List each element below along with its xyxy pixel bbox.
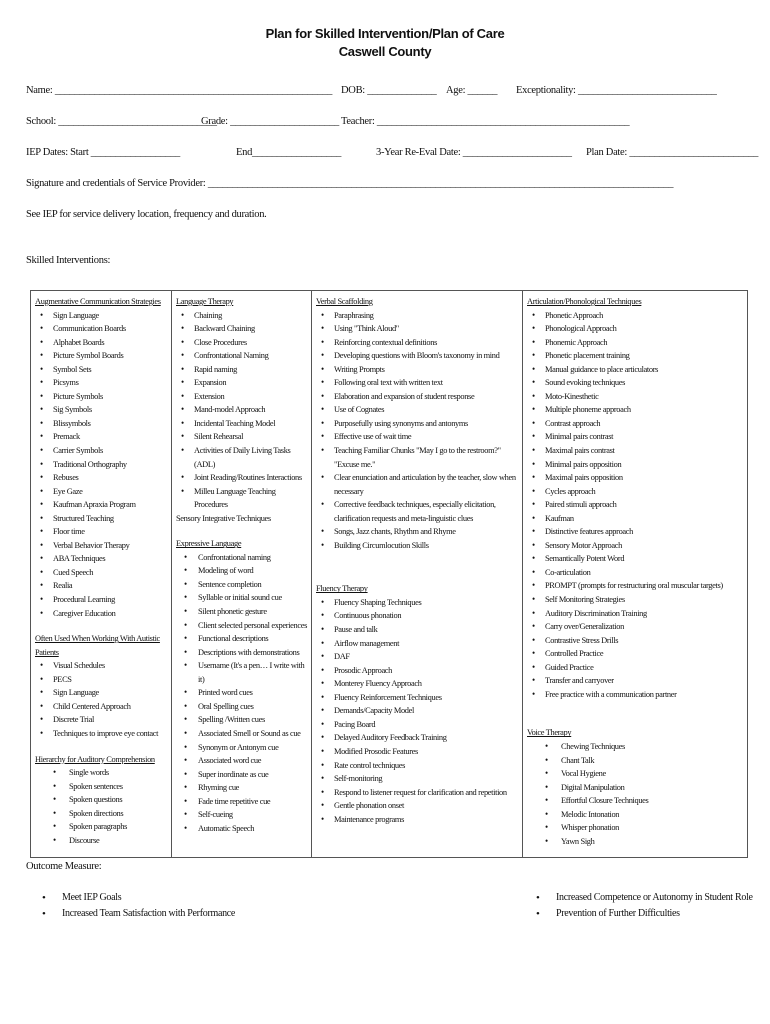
list-item: • Maximal pairs contrast (527, 444, 744, 458)
school-field[interactable]: School: ________________________________ (26, 116, 217, 127)
list-item: • Modeling of word (176, 564, 308, 578)
list-item: • Pause and talk (316, 623, 519, 637)
list-item: • Self-monitoring (316, 772, 519, 786)
interventions-grid (30, 290, 748, 858)
list-item: • Auditory Discrimination Training (527, 607, 744, 621)
list-item: • Manual guidance to place articulators (527, 363, 744, 377)
list-item: • Phonological Approach (527, 322, 744, 336)
list-item: • Increased Competence or Autonomy in Student Role (522, 890, 753, 906)
list-item: • Oral Spelling cues (176, 700, 308, 714)
list-item: • Silent Rehearsal (176, 430, 308, 444)
iep-start-field[interactable]: IEP Dates: Start __________________ (26, 147, 180, 158)
articulation-list (527, 309, 744, 702)
sensory-integrative-label: Sensory Integrative Techniques (176, 513, 271, 523)
list-item: • Floor time (35, 525, 168, 539)
list-item: • Backward Chaining (176, 322, 308, 336)
list-item: • Clear enunciation and articulation by the teacher, slow when necessary (316, 471, 519, 498)
list-item: • Monterey Fluency Approach (316, 677, 519, 691)
list-item: • Syllable or initial sound cue (176, 591, 308, 605)
list-item: • Semantically Potent Word (527, 552, 744, 566)
list-item: • Multiple phoneme approach (527, 403, 744, 417)
list-item: • Confrontational Naming (176, 349, 308, 363)
list-item: • Using "Think Aloud" (316, 322, 519, 336)
list-item: • Rapid naming (176, 363, 308, 377)
list-item: • Carrier Symbols (35, 444, 168, 458)
outcome-right-list (522, 890, 753, 922)
list-item: • Activities of Daily Living Tasks (ADL) (176, 444, 308, 471)
list-item: • Sig Symbols (35, 403, 168, 417)
list-item: • Client selected personal experiences (176, 619, 308, 633)
list-item: • Chewing Techniques (527, 740, 744, 754)
auditory-heading: Hierarchy for Auditory Comprehension (35, 754, 155, 764)
list-item: • Minimal pairs opposition (527, 458, 744, 472)
list-item: • Sign Language (35, 686, 168, 700)
list-item: • Guided Practice (527, 661, 744, 675)
list-item: • Rate control techniques (316, 759, 519, 773)
language-heading: Language Therapy (176, 297, 234, 306)
autistic-list (35, 659, 168, 740)
list-item: • Writing Prompts (316, 363, 519, 377)
list-item: • Songs, Jazz chants, Rhythm and Rhyme (316, 525, 519, 539)
list-item: • Discourse (35, 834, 168, 848)
list-item: • Modified Prosodic Features (316, 745, 519, 759)
list-item: • Automatic Speech (176, 822, 308, 836)
list-item: • Picture Symbol Boards (35, 349, 168, 363)
list-item: • Co-articulation (527, 566, 744, 580)
expressive-list (176, 551, 308, 835)
list-item: • Use of Cognates (316, 403, 519, 417)
signature-field[interactable]: Signature and credentials of Service Provider: ______________________________________________________________________________________________ (26, 178, 674, 189)
list-item: • Synonym or Antonym cue (176, 741, 308, 755)
list-item: • Cued Speech (35, 566, 168, 580)
list-item: • Self-cueing (176, 808, 308, 822)
list-item: • Username (It's a pen… I write with it) (176, 659, 308, 686)
list-item: • PECS (35, 673, 168, 687)
list-item: • Corrective feedback techniques, especially elicitation, clarification requests and meta-linguistic clues (316, 498, 519, 525)
list-item: • Developing questions with Bloom's taxonomy in mind (316, 349, 519, 363)
list-item: • Mand-model Approach (176, 403, 308, 417)
list-item: • Purposefully using synonyms and antonyms (316, 417, 519, 431)
aac-list (35, 309, 168, 621)
list-item: • Premack (35, 430, 168, 444)
list-item: • Increased Team Satisfaction with Performance (28, 906, 235, 922)
fluency-heading: Fluency Therapy (316, 584, 368, 594)
column-2 (172, 291, 312, 857)
outcome-label: Outcome Measure: (26, 861, 102, 872)
list-item: • Paraphrasing (316, 309, 519, 323)
list-item: • Functional descriptions (176, 632, 308, 646)
auditory-list (35, 766, 168, 847)
list-item: • Prevention of Further Difficulties (522, 906, 753, 922)
list-item: • Extension (176, 390, 308, 404)
articulation-heading: Articulation/Phonological Techniques (527, 297, 642, 306)
list-item: • Chant Talk (527, 754, 744, 768)
list-item: • Pacing Board (316, 718, 519, 732)
list-item: • Descriptions with demonstrations (176, 646, 308, 660)
list-item: • Rebuses (35, 471, 168, 485)
list-item: • Kaufman Apraxia Program (35, 498, 168, 512)
list-item: • Contrastive Stress Drills (527, 634, 744, 648)
iep-note: See IEP for service delivery location, frequency and duration. (26, 209, 267, 220)
list-item: • Expansion (176, 376, 308, 390)
list-item: • Discrete Trial (35, 713, 168, 727)
list-item: • Spelling /Written cues (176, 713, 308, 727)
plan-date-field[interactable]: Plan Date: __________________________ (586, 147, 759, 158)
age-field[interactable]: Age: ______ (446, 85, 498, 96)
list-item: • Printed word cues (176, 686, 308, 700)
list-item: • Kaufman (527, 512, 744, 526)
list-item: • Chaining (176, 309, 308, 323)
list-item: • Continuous phonation (316, 609, 519, 623)
list-item: • Maintenance programs (316, 813, 519, 827)
list-item: • Procedural Learning (35, 593, 168, 607)
autistic-heading: Often Used When Working With Autistic Patients (35, 634, 160, 657)
list-item: • Paired stimuli approach (527, 498, 744, 512)
list-item: • Following oral text with written text (316, 376, 519, 390)
column-1 (31, 291, 172, 857)
list-item: • Meet IEP Goals (28, 890, 235, 906)
list-item: • Fluency Shaping Techniques (316, 596, 519, 610)
list-item: • Self Monitoring Strategies (527, 593, 744, 607)
list-item: • Digital Manipulation (527, 781, 744, 795)
language-list (176, 309, 308, 512)
list-item: • Sound evoking techniques (527, 376, 744, 390)
list-item: • Structured Teaching (35, 512, 168, 526)
fluency-list (316, 596, 519, 826)
reeval-date-field[interactable]: 3-Year Re-Eval Date: ______________________ (376, 147, 572, 158)
page-subtitle: Caswell County (338, 44, 432, 59)
list-item: • Transfer and carryover (527, 674, 744, 688)
list-item: • Delayed Auditory Feedback Training (316, 731, 519, 745)
list-item: • Spoken paragraphs (35, 820, 168, 834)
list-item: • Fade time repetitive cue (176, 795, 308, 809)
list-item: • Cycles approach (527, 485, 744, 499)
list-item: • Building Circumlocution Skills (316, 539, 519, 553)
list-item: • Airflow management (316, 637, 519, 651)
voice-list (527, 740, 744, 848)
list-item: • ABA Techniques (35, 552, 168, 566)
list-item: • Sensory Motor Approach (527, 539, 744, 553)
list-item: • Vocal Hygiene (527, 767, 744, 781)
list-item: • Phonetic Approach (527, 309, 744, 323)
list-item: • Fluency Reinforcement Techniques (316, 691, 519, 705)
list-item: • Phonetic placement training (527, 349, 744, 363)
list-item: • Traditional Orthography (35, 458, 168, 472)
list-item: • Silent phonetic gesture (176, 605, 308, 619)
column-3 (312, 291, 523, 857)
list-item: • Sentence completion (176, 578, 308, 592)
list-item: • Confrontational naming (176, 551, 308, 565)
grade-field[interactable]: Grade: ______________________ (201, 116, 339, 127)
list-item: • Techniques to improve eye contact (35, 727, 168, 741)
aac-heading: Augmentative Communication Strategies (35, 297, 161, 306)
list-item: • Reinforcing contextual definitions (316, 336, 519, 350)
list-item: • Free practice with a communication partner (527, 688, 744, 702)
teacher-field[interactable]: Teacher: ___________________________________________________ (341, 116, 630, 127)
list-item: • Whisper phonation (527, 821, 744, 835)
expressive-heading: Expressive Language (176, 539, 242, 549)
list-item: • Picture Symbols (35, 390, 168, 404)
list-item: • Super inordinate as cue (176, 768, 308, 782)
list-item: • Single words (35, 766, 168, 780)
list-item: • Effective use of wait time (316, 430, 519, 444)
page-title: Plan for Skilled Intervention/Plan of Care (265, 26, 505, 41)
iep-end-field[interactable]: End__________________ (236, 147, 342, 158)
list-item: • DAF (316, 650, 519, 664)
list-item: • Joint Reading/Routines Interactions (176, 471, 308, 485)
list-item: • Milleu Language Teaching Procedures (176, 485, 308, 512)
column-4 (523, 291, 747, 857)
list-item: • Controlled Practice (527, 647, 744, 661)
list-item: • Maximal pairs opposition (527, 471, 744, 485)
list-item: • Sign Language (35, 309, 168, 323)
list-item: • Moto-Kinesthetic (527, 390, 744, 404)
list-item: • Effortful Closure Techniques (527, 794, 744, 808)
list-item: • Communication Boards (35, 322, 168, 336)
list-item: • Spoken sentences (35, 780, 168, 794)
list-item: • Close Procedures (176, 336, 308, 350)
dob-field[interactable]: DOB: ______________ (341, 85, 437, 96)
list-item: • Distinctive features approach (527, 525, 744, 539)
list-item: • Elaboration and expansion of student response (316, 390, 519, 404)
list-item: • Rhyming cue (176, 781, 308, 795)
list-item: • Contrast approach (527, 417, 744, 431)
list-item: • Visual Schedules (35, 659, 168, 673)
list-item: • Associated word cue (176, 754, 308, 768)
list-item: • Demands/Capacity Model (316, 704, 519, 718)
list-item: • Blissymbols (35, 417, 168, 431)
list-item: • Minimal pairs contrast (527, 430, 744, 444)
name-field[interactable]: Name: ________________________________________________________ (26, 85, 333, 96)
list-item: • Spoken questions (35, 793, 168, 807)
list-item: • Symbol Sets (35, 363, 168, 377)
list-item: • Respond to listener request for clarification and repetition (316, 786, 519, 800)
list-item: • Child Centered Approach (35, 700, 168, 714)
verbal-heading: Verbal Scaffolding (316, 297, 373, 306)
verbal-list (316, 309, 519, 553)
list-item: • Associated Smell or Sound as cue (176, 727, 308, 741)
list-item: • Caregiver Education (35, 607, 168, 621)
list-item: • Alphabet Boards (35, 336, 168, 350)
list-item: • Carry over/Generalization (527, 620, 744, 634)
list-item: • Prosodic Approach (316, 664, 519, 678)
voice-heading: Voice Therapy (527, 728, 572, 738)
list-item: • Yawn Sigh (527, 835, 744, 849)
list-item: • Incidental Teaching Model (176, 417, 308, 431)
list-item: • Phonemic Approach (527, 336, 744, 350)
list-item: • Verbal Behavior Therapy (35, 539, 168, 553)
exceptionality-field[interactable]: Exceptionality: ____________________________ (516, 85, 717, 96)
list-item: • Eye Gaze (35, 485, 168, 499)
list-item: • Picsyms (35, 376, 168, 390)
list-item: • Gentle phonation onset (316, 799, 519, 813)
outcome-left-list (28, 890, 235, 922)
skilled-interventions-label: Skilled Interventions: (26, 255, 111, 266)
list-item: • Melodic Intonation (527, 808, 744, 822)
list-item: • Realia (35, 579, 168, 593)
list-item: • Spoken directions (35, 807, 168, 821)
list-item: • PROMPT (prompts for restructuring oral muscular targets) (527, 579, 744, 593)
list-item: • Teaching Familiar Chunks "May I go to the restroom?" "Excuse me." (316, 444, 519, 471)
